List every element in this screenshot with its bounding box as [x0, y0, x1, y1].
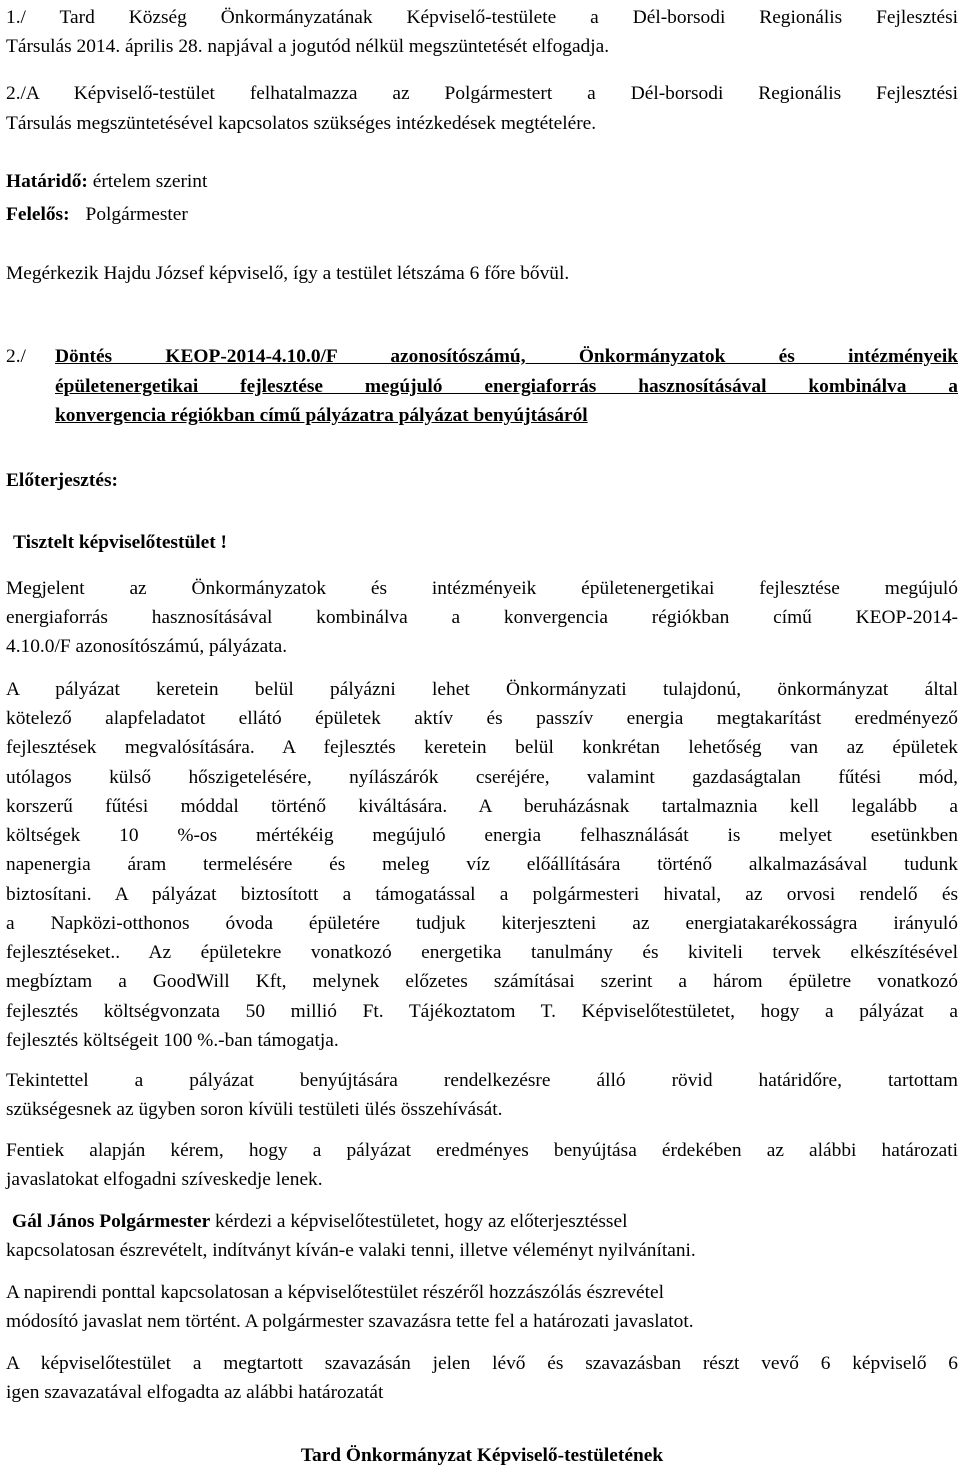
para-3-line-2: szükségesnek az ügyben soron kívüli testületi ülés összehívását.	[6, 1099, 503, 1120]
para-2-line-3: fejlesztések megvalósítására. A fejlesztés keretein belül konkrétan lehetőség van az épületek	[6, 737, 958, 758]
para-1-line-2: energiaforrás hasznosításával kombinálva a konvergencia régiókban című KEOP-2014-	[6, 607, 958, 628]
resolution-1-line-2: Társulás 2014. április 28. napjával a jogutód nélkül megszüntetését elfogadja.	[6, 36, 610, 57]
para-2-line-4: utólagos külső hőszigetelésére, nyílászárók cseréjére, valamint gazdaságtalan fűtési mód,	[6, 767, 958, 788]
para-7-line-1: A képviselőtestület a megtartott szavazásán jelen lévő és szavazásban részt vevő 6 képviselő 6	[6, 1353, 958, 1374]
para-2-line-13: fejlesztés költségeit 100 %.-ban támogatja.	[6, 1030, 339, 1051]
para-2-line-2: kötelező alapfeladatot ellátó épületek aktív és passzív energia megtakarítást eredményező	[6, 708, 958, 729]
deadline-value: értelem szerint	[87, 171, 208, 192]
para-2-line-9: a Napközi-otthonos óvoda épületére tudjuk kiterjeszteni az energiatakarékosságra irányuló	[6, 913, 958, 934]
para-2-line-12: fejlesztés költségvonzata 50 millió Ft. Tájékoztatom T. Képviselőtestületet, hogy a pályázat a	[6, 1001, 958, 1022]
para-2-line-5: korszerű fűtési móddal történő kiváltására. A beruházásnak tartalmaznia kell legalább a	[6, 796, 958, 817]
mayor-question: kérdezi a képviselőtestületet, hogy az előterjesztéssel	[210, 1211, 628, 1232]
para-3-line-1: Tekintettel a pályázat benyújtására rendelkezésre álló rövid határidőre, tartottam	[6, 1070, 958, 1091]
para-1-line-1: Megjelent az Önkormányzatok és intézményeik épületenergetikai fejlesztése megújuló	[6, 578, 958, 599]
para-2-line-6: költségek 10 %-os mértékéig megújuló energia felhasználását is melyet esetünkben	[6, 825, 958, 846]
para-2-line-1: A pályázat keretein belül pályázni lehet Önkormányzati tulajdonú, önkormányzat által	[6, 679, 958, 700]
para-2-line-8: biztosítani. A pályázat biztosított a támogatással a polgármesteri hivatal, az orvosi rendelő és	[6, 884, 958, 905]
para-6-line-1: A napirendi ponttal kapcsolatosan a képviselőtestület részéről hozzászólás észrevétel	[6, 1282, 664, 1303]
agenda-title-line-2: épületenergetikai fejlesztése megújuló energiaforrás hasznosításával kombinálva a	[55, 376, 958, 397]
para-2-line-7: napenergia áram termelésére és meleg víz előállítására történő alkalmazásával tudunk	[6, 854, 958, 875]
proposal-heading: Előterjesztés:	[6, 470, 118, 491]
para-2-line-10: fejlesztéseket.. Az épületekre vonatkozó energetika tanulmány és kiviteli tervek elkészítésével	[6, 942, 958, 963]
para-7-line-2: igen szavazatával elfogadta az alábbi határozatát	[6, 1382, 384, 1403]
para-4-line-1: Fentiek alapján kérem, hogy a pályázat eredményes benyújtása érdekében az alábbi határozati	[6, 1140, 958, 1161]
responsible-row	[6, 200, 188, 230]
responsible-value: Polgármester	[85, 204, 188, 225]
resolution-1-line-1: 1./ Tard Község Önkormányzatának Képviselő-testülete a Dél-borsodi Regionális Fejlesztési	[6, 7, 958, 28]
resolution-2-line-1: 2./A Képviselő-testület felhatalmazza az Polgármestert a Dél-borsodi Regionális Fejlesztési	[6, 83, 958, 104]
deadline-label: Határidő:	[6, 171, 88, 192]
agenda-title-line-1: Döntés KEOP-2014-4.10.0/F azonosítószámú, Önkormányzatok és intézményeik	[55, 346, 958, 367]
resolution-heading: Tard Önkormányzat Képviselő-testületének	[300, 1445, 664, 1466]
mayor-name: Gál János Polgármester	[12, 1211, 211, 1232]
para-2-line-11: megbíztam a GoodWill Kft, melynek előzetes számításai szerint a három épületre vonatkozó	[6, 971, 958, 992]
para-5-line-1	[12, 1207, 627, 1237]
resolution-2-line-2: Társulás megszüntetésével kapcsolatos szükséges intézkedések megtételére.	[6, 113, 597, 134]
para-1-line-3: 4.10.0/F azonosítószámú, pályázata.	[6, 636, 288, 657]
responsible-label: Felelős:	[6, 204, 70, 225]
arrival-note: Megérkezik Hajdu József képviselő, így a testület létszáma 6 főre bővül.	[6, 263, 570, 284]
deadline-row	[6, 167, 207, 197]
para-5-line-2: kapcsolatosan észrevételt, indítványt kíván-e valaki tenni, illetve véleményt nyilvánítani.	[6, 1240, 696, 1261]
agenda-number: 2./	[6, 346, 26, 367]
para-4-line-2: javaslatokat elfogadni szíveskedje lenek.	[6, 1169, 323, 1190]
salutation: Tisztelt képviselőtestület !	[13, 532, 227, 553]
para-6-line-2: módosító javaslat nem történt. A polgármester szavazásra tette fel a határozati javaslatot.	[6, 1311, 694, 1332]
agenda-title-line-3: konvergencia régiókban című pályázatra pályázat benyújtásáról	[55, 405, 588, 426]
